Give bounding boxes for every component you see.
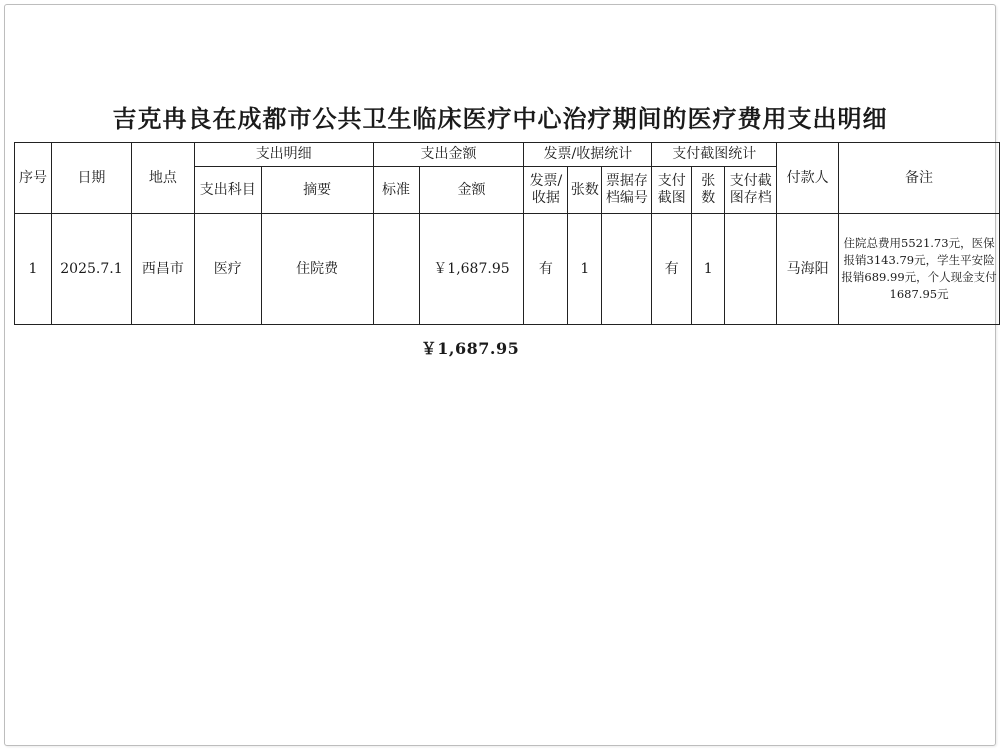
header-summary: 摘要	[261, 167, 373, 214]
header-invoice-receipt: 发票/收据	[524, 167, 568, 214]
cell-standard	[373, 214, 419, 325]
cell-place: 西昌市	[131, 214, 194, 325]
cell-invoice-count: 1	[568, 214, 602, 325]
header-standard: 标准	[373, 167, 419, 214]
cell-invoice-archive-no	[602, 214, 652, 325]
cell-date: 2025.7.1	[51, 214, 131, 325]
expense-table	[14, 142, 1000, 325]
header-remarks: 备注	[839, 143, 1000, 214]
cell-summary: 住院费	[261, 214, 373, 325]
cell-remarks: 住院总费用5521.73元，医保报销3143.79元，学生平安险报销689.99元，个人现金支付1687.95元	[839, 214, 1000, 325]
cell-pay-screenshot: 有	[652, 214, 692, 325]
table-row	[15, 214, 1000, 325]
cell-subject: 医疗	[194, 214, 261, 325]
cell-invoice-receipt: 有	[524, 214, 568, 325]
header-amount: 金额	[419, 167, 524, 214]
document-title: 吉克冉良在成都市公共卫生临床医疗中心治疗期间的医疗费用支出明细	[112, 104, 888, 133]
header-place: 地点	[131, 143, 194, 214]
header-invoice-count: 张数	[568, 167, 602, 214]
header-date: 日期	[51, 143, 131, 214]
header-screenshot-group: 支付截图统计	[652, 143, 777, 167]
header-seq: 序号	[15, 143, 52, 214]
header-invoice-group: 发票/收据统计	[524, 143, 652, 167]
cell-screenshot-archive	[725, 214, 777, 325]
cell-screenshot-count: 1	[692, 214, 725, 325]
header-row-top	[15, 143, 1000, 167]
cell-payer: 马海阳	[777, 214, 839, 325]
header-screenshot-archive: 支付截图存档	[725, 167, 777, 214]
header-pay-screenshot: 支付截图	[652, 167, 692, 214]
cell-amount: ￥1,687.95	[419, 214, 524, 325]
header-invoice-archive-no: 票据存档编号	[602, 167, 652, 214]
header-screenshot-count: 张数	[692, 167, 725, 214]
total-amount: ￥1,687.95	[420, 339, 520, 358]
header-detail-group: 支出明细	[194, 143, 373, 167]
header-subject: 支出科目	[194, 167, 261, 214]
cell-seq: 1	[15, 214, 52, 325]
header-amount-group: 支出金额	[373, 143, 524, 167]
header-payer: 付款人	[777, 143, 839, 214]
